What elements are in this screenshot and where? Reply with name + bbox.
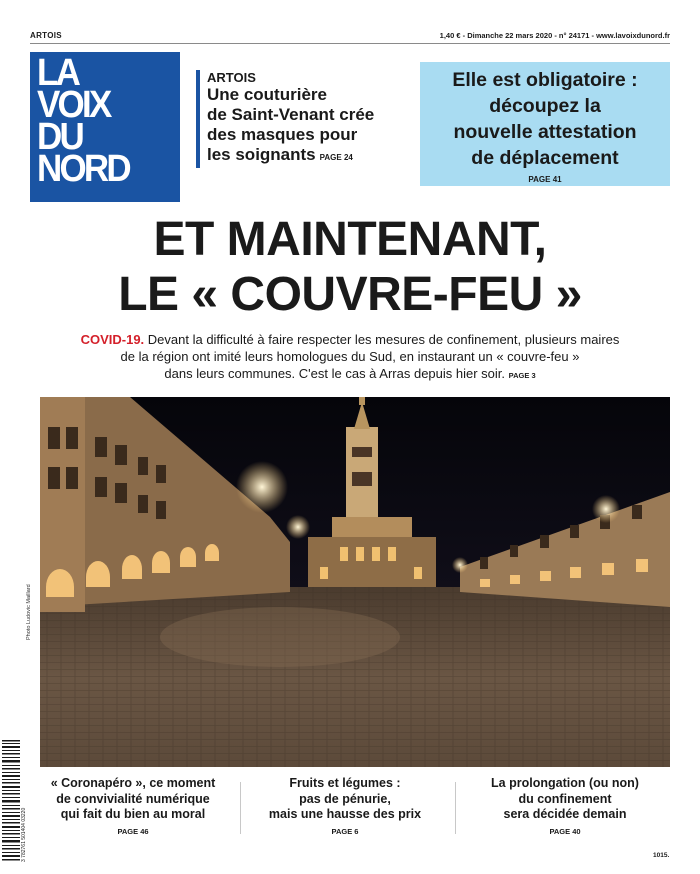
logo-line: VOIX xyxy=(37,84,110,126)
bottom-teaser-line: La prolongation (ou non) xyxy=(491,776,639,790)
teaser-line: nouvelle attestation xyxy=(453,121,637,143)
edition-code: 1015. xyxy=(653,852,670,859)
teaser-line: Une couturière xyxy=(207,85,327,104)
teaser-kicker: ARTOIS xyxy=(207,70,256,85)
teaser-line-last xyxy=(207,145,411,168)
barcode xyxy=(0,738,30,864)
teaser-couturiere[interactable] xyxy=(196,70,411,168)
bottom-teaser-page: PAGE 46 xyxy=(117,826,149,836)
bottom-teaser-confinement[interactable] xyxy=(465,776,665,839)
barcode-digits: 3 782761 501404 03220 xyxy=(21,807,27,862)
bottom-teaser-page: PAGE 40 xyxy=(549,826,581,836)
teaser-line: découpez la xyxy=(489,95,601,117)
bottom-teaser-coronapero[interactable] xyxy=(38,776,228,839)
teaser-line: les soignants xyxy=(207,145,316,164)
bottom-teaser-line: pas de pénurie, xyxy=(299,791,391,806)
bottom-teaser-line: Fruits et légumes : xyxy=(289,776,401,790)
main-headline[interactable] xyxy=(30,212,670,322)
deck-text: dans leurs communes. C'est le cas à Arras depuis hier soir. xyxy=(164,366,506,381)
newspaper-logo[interactable] xyxy=(30,52,180,202)
deck-lead-label: COVID-19. xyxy=(80,332,145,347)
headline-line-1: ET MAINTENANT, xyxy=(153,213,547,266)
bottom-teaser-page: PAGE 6 xyxy=(331,826,359,836)
teaser-attestation[interactable] xyxy=(420,62,670,186)
bottom-teaser-line: mais une hausse des prix xyxy=(268,807,422,821)
photo-credit: Photo Ludovic Maillard xyxy=(26,584,32,640)
logo-line: LA xyxy=(37,52,79,94)
headline-line-2: LE « COUVRE-FEU » xyxy=(118,268,582,321)
edition-label: ARTOIS xyxy=(30,31,62,40)
teaser-line: de Saint-Venant crée xyxy=(207,105,375,124)
teaser-page-ref: PAGE 24 xyxy=(319,153,353,162)
cover-photo[interactable] xyxy=(40,397,670,767)
bottom-teaser-line: sera décidée demain xyxy=(503,807,627,821)
deck-page-ref: PAGE 3 xyxy=(508,371,536,380)
teaser-page-ref: PAGE 41 xyxy=(528,175,562,184)
logo-line: NORD xyxy=(37,148,129,190)
bottom-teaser-line: du confinement xyxy=(518,791,612,806)
barcode-graphic xyxy=(0,738,30,864)
masthead-bar xyxy=(30,30,670,44)
divider xyxy=(240,782,241,834)
deck-line-2: de la région ont imité leurs homologues du Sud, en instaurant un « couvre-feu » xyxy=(120,349,580,364)
teaser-line: Elle est obligatoire : xyxy=(452,69,638,91)
bottom-teaser-line: « Coronapéro », ce moment xyxy=(50,776,216,790)
divider xyxy=(455,782,456,834)
photo-night-square xyxy=(40,397,670,767)
teaser-line: de déplacement xyxy=(471,147,619,169)
bottom-teaser-line: de convivialité numérique xyxy=(56,791,210,806)
teaser-line: des masques pour xyxy=(207,125,358,144)
logo-line: DU xyxy=(37,116,82,158)
bottom-teaser-fruits[interactable] xyxy=(250,776,440,839)
deck-text: Devant la difficulté à faire respecter les mesures de confinement, plusieurs maires xyxy=(144,332,620,347)
lead-paragraph xyxy=(62,331,638,384)
deck-line-3 xyxy=(62,365,638,384)
deck-line-1 xyxy=(62,331,638,348)
bottom-teaser-line: qui fait du bien au moral xyxy=(60,807,206,821)
issue-meta: 1,40 € - Dimanche 22 mars 2020 - n° 24171 - www.lavoixdunord.fr xyxy=(439,31,670,40)
